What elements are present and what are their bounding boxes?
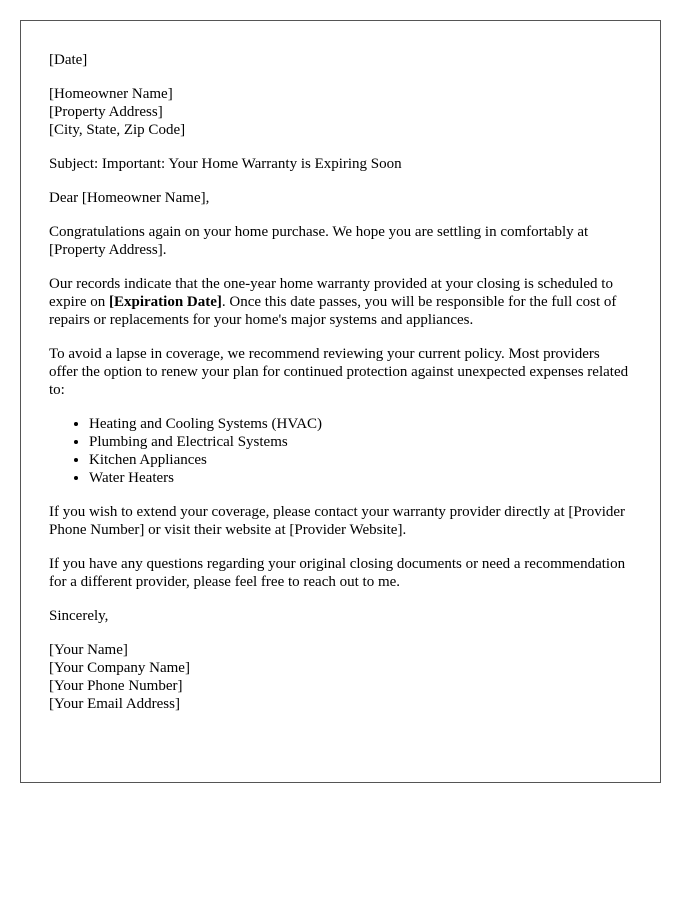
paragraph-renewal: To avoid a lapse in coverage, we recommend reviewing your current policy. Most providers offer the option to renew your plan for continued protection against unexpected expenses related to: [49, 346, 629, 398]
sender-phone: [Your Phone Number] [49, 678, 183, 694]
recipient-address [49, 85, 632, 139]
recipient-street: [Property Address] [49, 104, 163, 120]
list-item: • Water Heaters [89, 469, 632, 487]
paragraph-contact-provider: If you wish to extend your coverage, please contact your warranty provider directly at [Provider Phone Number] or visit their website at [Provider Website]. [49, 504, 626, 538]
subject-line: Subject: Important: Your Home Warranty is Expiring Soon [49, 156, 402, 172]
coverage-list [49, 415, 632, 487]
list-item: • Heating and Cooling Systems (HVAC) [89, 415, 632, 433]
sender-company: [Your Company Name] [49, 660, 190, 676]
salutation: Dear [Homeowner Name], [49, 190, 210, 206]
paragraph-congratulations: Congratulations again on your home purchase. We hope you are settling in comfortably at [Property Address]. [49, 224, 589, 258]
sender-email: [Your Email Address] [49, 696, 180, 712]
recipient-name: [Homeowner Name] [49, 86, 173, 102]
closing: Sincerely, [49, 608, 109, 624]
letter-date: [Date] [49, 52, 88, 68]
paragraph-expiration [49, 275, 632, 329]
signature-block [49, 641, 632, 713]
list-item: • Plumbing and Electrical Systems [89, 433, 632, 451]
letter-page [20, 20, 661, 783]
paragraph-questions: If you have any questions regarding your original closing documents or need a recommendation for a different provider, please feel free to reach out to me. [49, 556, 626, 590]
expiration-date: [Expiration Date] [108, 294, 222, 310]
expiration-text-after: . Once this date passes, you will be responsible for the full cost of repairs or replacements for your home's major systems and appliances. [49, 294, 617, 328]
sender-name: [Your Name] [49, 642, 128, 658]
expiration-text-before: Our records indicate that the one-year home warranty provided at your closing is scheduled to expire on [49, 276, 613, 310]
list-item: • Kitchen Appliances [89, 451, 632, 469]
recipient-city: [City, State, Zip Code] [49, 122, 186, 138]
